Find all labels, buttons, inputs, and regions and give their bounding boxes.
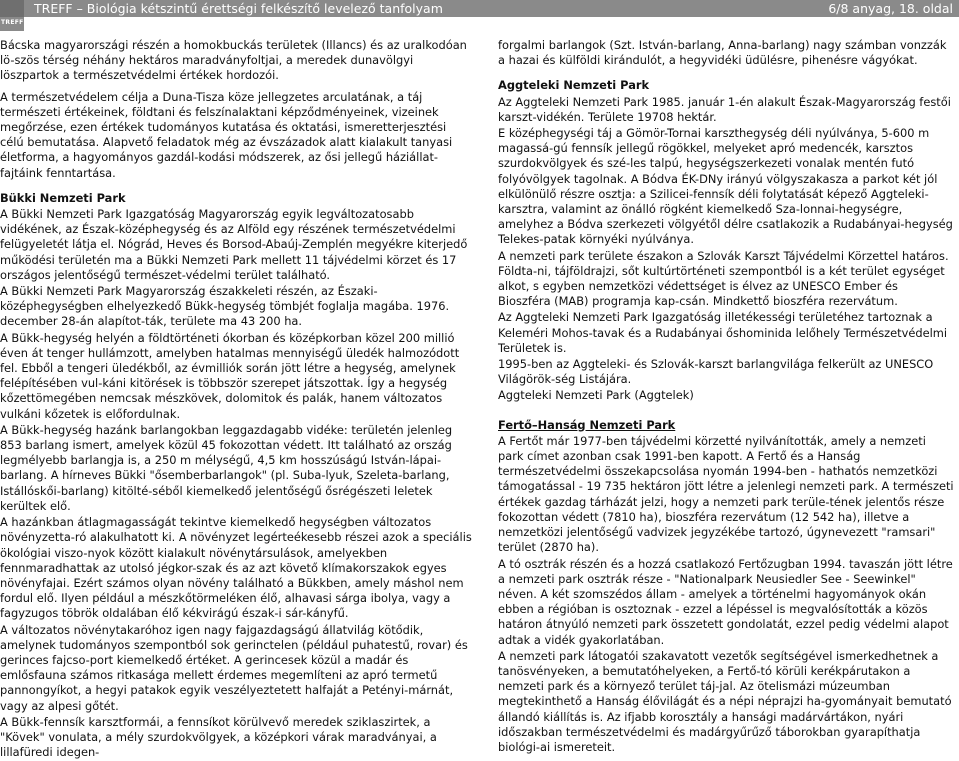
logo-text: TREFF bbox=[1, 19, 24, 26]
paragraph: Aggteleki Nemzeti Park (Aggtelek) bbox=[498, 388, 694, 403]
paragraph: A változatos növénytakaróhoz igen nagy fajgazdagságú állatvilág kötődik, amelynek tudományos szempontból sok gerinctelen (például puhatestű, rovar) és gerinces fajcso-port kiemelkedő értéket. A gerincesek közül a madár és emlősfauna számos ritkasága mellett érdemes megemlíteni az apró termetű pannongyíkot, a hegyi patakok egyik veszélyeztetett halfaját a Petényi-márnát, vagy az alpesi gőtét. bbox=[0, 622, 468, 713]
page-header bbox=[0, 0, 959, 17]
section-heading-aggteleki: Aggteleki Nemzeti Park bbox=[498, 78, 650, 93]
page-indicator: 6/8 anyag, 18. oldal bbox=[828, 1, 953, 16]
paragraph: 1995-ben az Aggteleki- és Szlovák-karszt barlangvilága felkerült az UNESCO Világörök-ség Listájára. bbox=[498, 357, 934, 387]
paragraph: A Bükk-fennsík karsztformái, a fennsíkot körülvevő meredek sziklaszirtek, a "Kövek" vonulata, a mély szurdokvölgyek, a középkori várak maradványai, a lillafüredi idegen- bbox=[0, 714, 437, 760]
right-column bbox=[498, 38, 954, 756]
paragraph: Az Aggteleki Nemzeti Park Igazgatóság illetékességi területéhez tartoznak a Keleméri Mohos-tavak és a Rudabányai őshominida lelőhely Természetvédelmi Területek is. bbox=[498, 310, 948, 355]
paragraph: A nemzeti park látogatói szakavatott vezetők segítségével ismerkedhetnek a tanösvényeken, a bemutatóhelyeken, a Fertő-tó körüli kerékpárutakon a nemzeti park és a környező terület táj-jal. Az ötelismázi múzeumban megtekinthető a Hanság élővilágát és a népi néprajzi ha-gyományait bemutató állandó kiállítás is. Az ifjabb korosztály a hansági madárvártákon, nyári időszakban természetvédelmi és madárgyűrűző táborokban gyarapíthatja biológi-ai ismereteit. bbox=[498, 648, 952, 754]
treff-logo bbox=[0, 0, 24, 17]
paragraph: A hazánkban átlagmagasságát tekintve kiemelkedő hegységben változatos növényzetta-ró alakulhatott ki. A növényzet legérteékesebb részei azok a speciális ökológiai viszo-nyok között kialakult növénytársulások, amelyekben fennmaradhattak az utolsó jégkor-szak és az azt követő klímakorszakok egyes növényfajai. Ezért számos olyan növény található a Bükkben, amely máshol nem fordul elő. Ilyen például a mészkőtörmeléken élő, alhavasi sárga ibolya, vagy a fagyzugos töbrök oldalában élő kékvirágú észak-i sár-kányfű. bbox=[0, 515, 472, 621]
paragraph: A Bükki Nemzeti Park Igazgatóság Magyarország egyik legváltozatosabb vidékének, az Észak-középhegység és az Alföld egy részének természetvédelmi felügyeletét látja el. Nógrád, Heves és Borsod-Abaúj-Zemplén megyékre kiterjedő működési területén ma a Bükki Nemzeti Park mellett 11 tájvédelmi körzet és 17 országos jelentőségű természet-védelmi terület található. bbox=[0, 207, 468, 282]
paragraph: A Bükk-hegység hazánk barlangokban leggazdagabb vidéke: területén jelenleg 853 barlang ismert, amelyek közül 45 fokozottan védett. Itt található az ország legmélyebb barlangja is, a 250 m mélységű, 4,5 km hosszúságú István-lápai-barlang. A hírneves Bükki "ősemberbarlangok" (pl. Suba-lyuk, Szeleta-barlang, Istállóskői-barlang) kitölté-séből kiemelkedő jelentőségű ősrégészeti leletek kerültek elő. bbox=[0, 422, 453, 513]
paragraph: Az Aggteleki Nemzeti Park 1985. január 1-én alakult Észak-Magyarország festői karszt-vidékén. Területe 19708 hektár. bbox=[498, 94, 951, 124]
paragraph: A Bükk-hegység helyén a földtörténeti ókorban és középkorban közel 200 millió éven át tenger hullámzott, amelyben hatalmas mennyiségű üledék halmozódott fel. Ebből a tengeri üledékből, az évmilliók során jött létre a hegység, amelynek felépítésében vul-káni kitörések is többször szerepet játszottak. Így a hegység kőzettömegében nemcsak mészkövek, dolomitok és palák, hanem változatos vulkáni kőzetek is előfordulnak. bbox=[0, 330, 460, 421]
paragraph: A Fertőt már 1977-ben tájvédelmi körzetté nyilvánították, amely a nemzeti park címet azonban csak 1991-ben kapott. A Fertő és a Hanság természetvédelmi összekapcsolása nyomán 1994-ben - hathatós nemzetközi támogatással - 19 735 hektáron jött létre a jelenlegi nemzeti park. A természeti értékek gazdag tárházát jelzi, hogy a nemzeti park terüle-tének jelentős része fokozottan védett (7810 ha), bioszféra rezervátum (12 542 ha), illetve a nemzetközi jelentőségű vadvizek jegyzékébe tartozó, úgynevezett "ramsari" terület (2870 ha). bbox=[498, 433, 954, 555]
paragraph: A tó osztrák részén és a hozzá csatlakozó Fertőzugban 1994. tavaszán jött létre a nemzeti park osztrák része - "Nationalpark Neusiedler See - Seewinkel" néven. A két szomszédos állam - amelyek a történelmi hagyományok okán ebben a régióban is osztoznak - ezzel a lépéssel is megvalósították a közös határon átnyúló nemzeti park összetett gondolatát, ezzel pedig védelmi alapot adtak a vidék gyakorlatában. bbox=[498, 556, 953, 647]
paragraph: A Bükki Nemzeti Park Magyarország északkeleti részén, az Északi-középhegységben elhelyezkedő Bükk-hegység tömbjét foglalja magába. 1976. december 28-án alapítot-ták, területe ma 43 200 ha. bbox=[0, 284, 450, 329]
section-heading-bukki: Bükki Nemzeti Park bbox=[0, 190, 126, 205]
left-column bbox=[0, 38, 472, 761]
paragraph: E középhegységi táj a Gömör-Tornai karszthegység déli nyúlványa, 5-600 m magassá-gú fennsík jellegű rögökkel, melyeket apró medencék, karsztos szurdokvölgyek és szé-les talpú, hegységszerkezeti vonalak mentén futó folyóvölgyek tagolnak. A Bódva ÉK-DNy irányú völgyszakasza a parkot két jól elkülönülő részre osztja: a Szilicei-fennsík déli folytatását képező Aggteleki-karsztra, valamint az önálló rögként kiemelkedő Sza-lonnai-hegységre, amelyhez a Bódva szerkezeti völgyétől délre csatlakozik a Rudabányai-hegység Telekes-patak környéki nyúlványa. bbox=[498, 126, 953, 247]
paragraph: Bácska magyarországi részén a homokbuckás területek (Illancs) és az uralkodóan lö-szös térség néhány hektáros maradványfoltjai, a meredek dunavölgyi löszpartok a természetvédelmi értékek hordozói. bbox=[0, 38, 467, 83]
section-heading-ferto: Fertő–Hanság Nemzeti Park bbox=[498, 417, 676, 432]
paragraph: A nemzeti park területe északon a Szlovák Karszt Tájvédelmi Körzettel határos. Földta-ni, tájföldrajzi, sőt kultúrtörténeti szempontból is a két terület egységet alkot, s egyben nemzetközi védettséget is élvez az UNESCO Ember és Bioszféra (MAB) programja kap-csán. Mindkettő bioszféra rezervátum. bbox=[498, 248, 949, 309]
paragraph: forgalmi barlangok (Szt. István-barlang, Anna-barlang) nagy számban vonzzák a hazai és külföldi kirándulót, a hegyvidéki üdülésre, pihenésre vágyókat. bbox=[498, 38, 947, 68]
header-title: TREFF – Biológia kétszintű érettségi felkészítő levelező tanfolyam bbox=[34, 1, 443, 16]
paragraph: A természetvédelem célja a Duna-Tisza köze jellegzetes arculatának, a táj természeti értékeinek, földtani és felszínalaktani képződményeinek, vizeinek megőrzése, ezen értékek tudományos kutatása és oktatási, ismeretterjesztési célú bemutatása. Alapvető feladatok még az évszázadok alatt kialakult tanyasi életforma, a hagyományos gazdál-kodási módszerek, az ősi jellegű háziállat-fajtáink fenntartása. bbox=[0, 89, 453, 180]
